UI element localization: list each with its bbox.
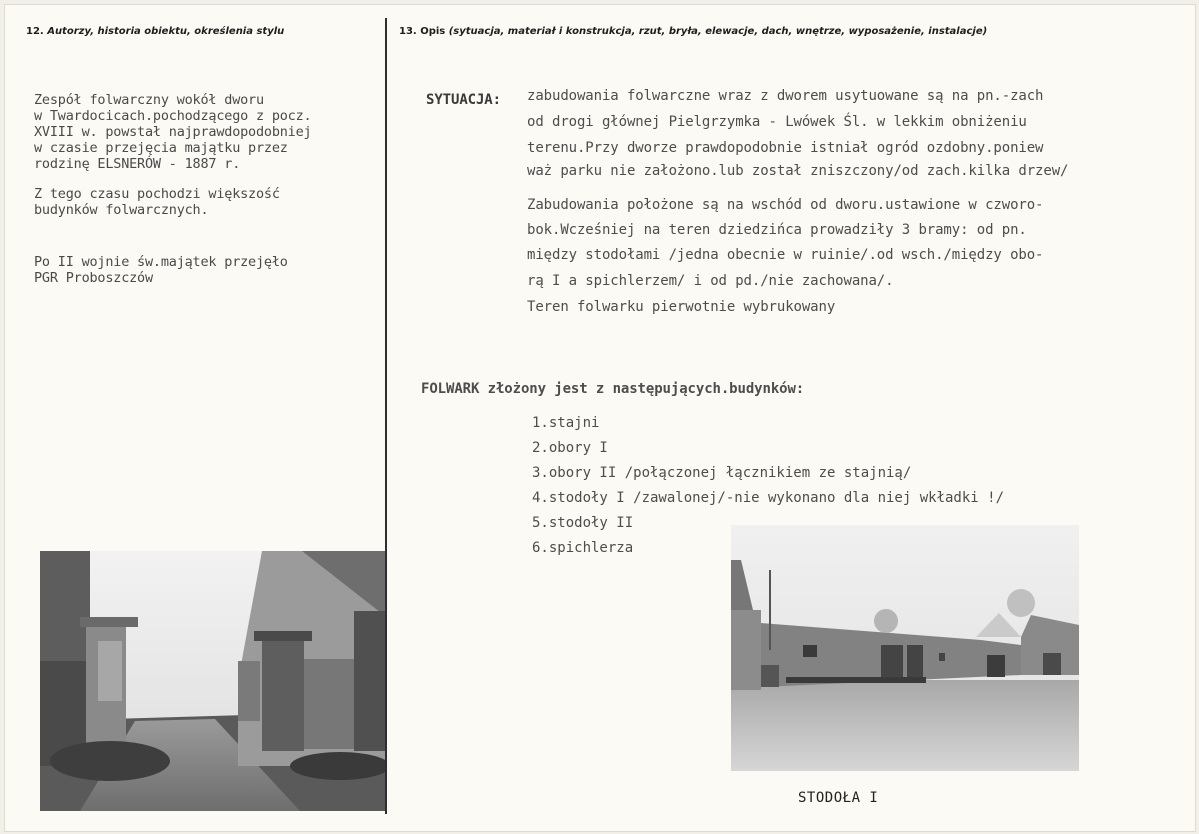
situation-label: SYTUACJA: xyxy=(426,92,501,108)
layout-line: rą I a spichlerzem/ i od pd./nie zachowana/. xyxy=(527,273,894,289)
section-13-number: 13. xyxy=(399,26,417,37)
section-13-subtitle: (sytuacja, materiał i konstrukcja, rzut, bryła, elewacje, dach, wnętrze, wyposażenie, instalacje) xyxy=(448,26,988,37)
section-13-title: Opis xyxy=(420,26,446,37)
building-list-item: 2.obory I xyxy=(532,440,608,456)
postwar-paragraph: Po II wojnie św.majątek przejęło PGR Proboszczów xyxy=(34,254,288,286)
situation-line: terenu.Przy dworze prawdopodobnie istniał ogród ozdobny.poniew xyxy=(527,140,1044,156)
buildings-origin-paragraph: Z tego czasu pochodzi większość budynków folwarcznych. xyxy=(34,186,280,218)
barn-photo xyxy=(731,525,1079,771)
building-list-item: 1.stajni xyxy=(532,415,600,431)
section-12-header xyxy=(26,26,284,37)
layout-line: bok.Wcześniej na teren dziedzińca prowadziły 3 bramy: od pn. xyxy=(527,222,1027,238)
section-13-header xyxy=(399,26,987,37)
layout-line: między stodołami /jedna obecnie w ruinie/.od wsch./między obo- xyxy=(527,247,1044,263)
history-paragraph: Zespół folwarczny wokół dworu w Twardocicach.pochodzącego z pocz. XVIII w. powstał najprawdopodobniej w czasie przejęcia majątku przez rodzinę ELSNERÓW - 1887 r. xyxy=(34,92,312,172)
situation-line: od drogi głównej Pielgrzymka - Lwówek Śl. w lekkim obniżeniu xyxy=(527,114,1027,130)
situation-line: waż parku nie założono.lub został zniszczony/od zach.kilka drzew/ xyxy=(527,163,1069,179)
folwark-intro: złożony jest z następujących.budynków: xyxy=(479,381,805,397)
building-list-item: 4.stodoły I /zawalonej/-nie wykonano dla niej wkładki !/ xyxy=(532,490,1005,506)
photo-caption: STODOŁA I xyxy=(798,790,879,806)
building-list-item: 6.spichlerza xyxy=(532,540,634,556)
section-12-title: Autorzy, historia obiektu, określenia stylu xyxy=(47,26,285,37)
gate-photo xyxy=(40,551,385,811)
situation-line: zabudowania folwarczne wraz z dworem usytuowane są na pn.-zach xyxy=(527,88,1044,104)
building-list-item: 3.obory II /połączonej łącznikiem ze stajnią/ xyxy=(532,465,912,481)
column-divider xyxy=(385,18,387,814)
section-12-number: 12. xyxy=(26,26,44,37)
layout-line: Zabudowania położone są na wschód od dworu.ustawione w czworo- xyxy=(527,197,1044,213)
layout-line: Teren folwarku pierwotnie wybrukowany xyxy=(527,299,836,315)
folwark-label: FOLWARK xyxy=(421,381,480,397)
folwark-heading xyxy=(421,381,804,397)
building-list-item: 5.stodoły II xyxy=(532,515,634,531)
